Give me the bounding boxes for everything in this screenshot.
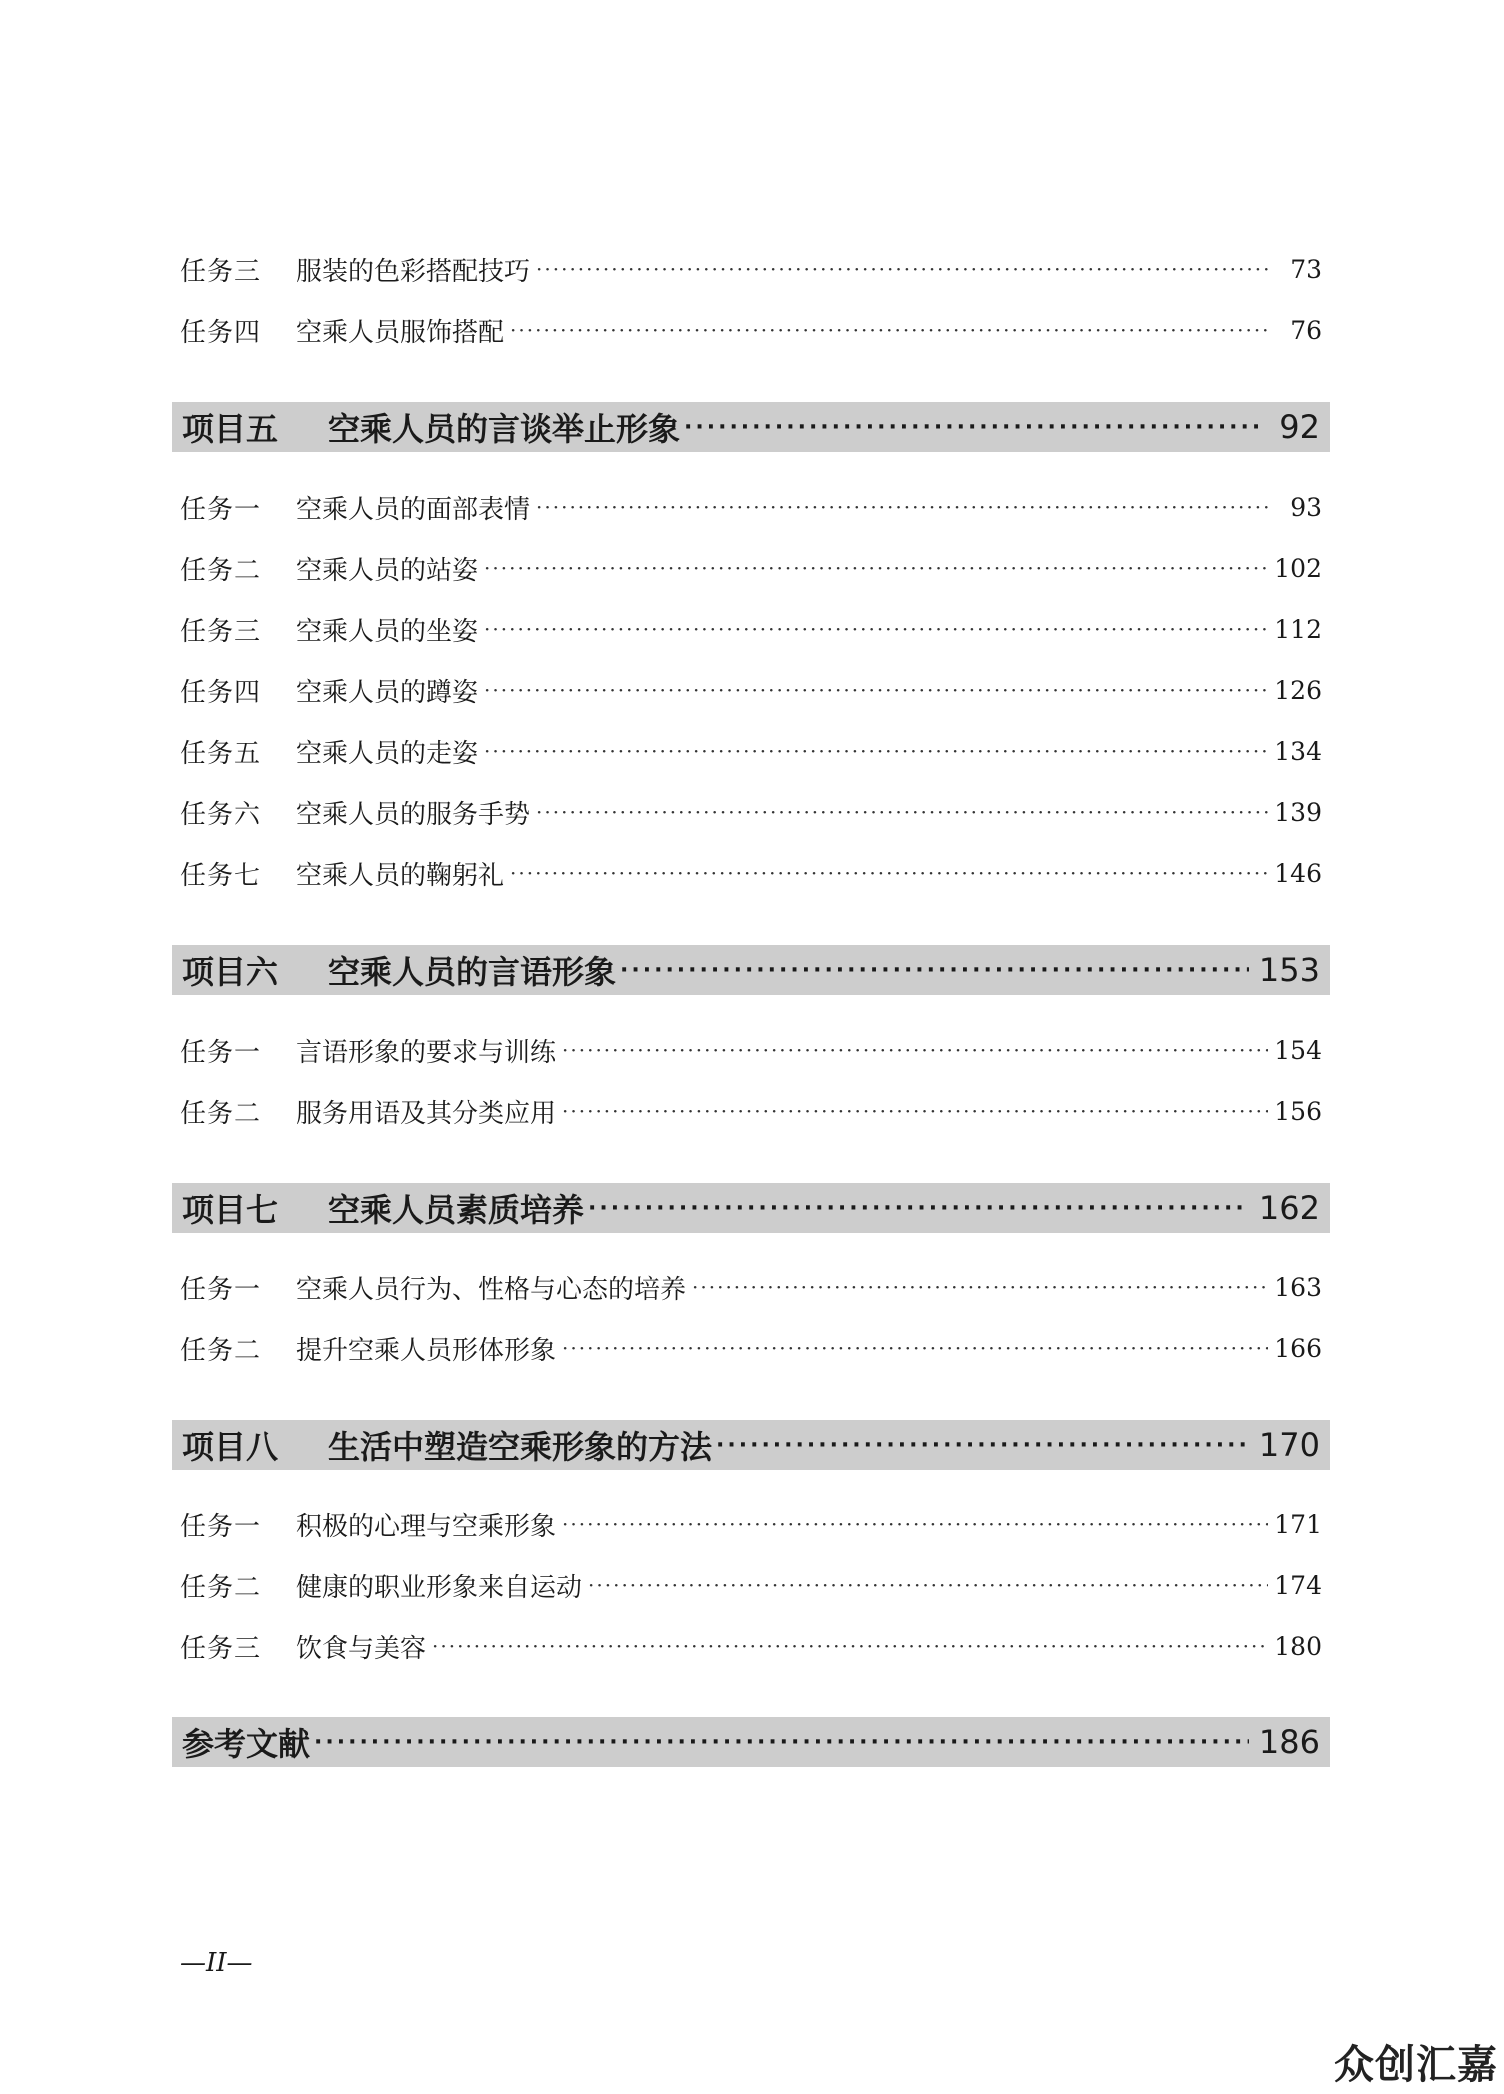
entry-number: 任务二 (180, 1335, 262, 1366)
entry-page: 134 (1274, 736, 1322, 766)
entry-page: 156 (1274, 1096, 1322, 1126)
toc-entry[interactable] (180, 1326, 1322, 1370)
entry-title: 空乘人员的面部表情 (296, 494, 531, 525)
chapter-heading[interactable] (172, 945, 1330, 995)
chapter-number: 项目五 (182, 410, 279, 448)
leader-dots (716, 1433, 1249, 1458)
entry-page: 139 (1274, 797, 1322, 827)
entry-page: 76 (1290, 315, 1322, 345)
entry-number: 任务二 (180, 1098, 262, 1129)
toc-entry[interactable] (180, 790, 1322, 834)
toc-entry[interactable] (180, 607, 1322, 651)
entry-title: 空乘人员的站姿 (296, 555, 479, 586)
toc-entry[interactable] (180, 485, 1322, 529)
chapter-title: 空乘人员的言谈举止形象 (328, 410, 681, 448)
entry-title: 空乘人员的鞠躬礼 (296, 860, 505, 891)
chapter-page: 162 (1258, 1189, 1320, 1227)
entry-title: 空乘人员服饰搭配 (296, 317, 505, 348)
entry-number: 任务三 (180, 256, 262, 287)
leader-dots (484, 556, 1268, 580)
entry-page: 166 (1274, 1333, 1322, 1363)
leader-dots (684, 415, 1260, 440)
entry-number: 任务四 (180, 677, 262, 708)
entry-page: 174 (1274, 1570, 1322, 1600)
entry-title: 空乘人员的走姿 (296, 738, 479, 769)
leader-dots (484, 678, 1268, 702)
entry-page: 163 (1274, 1272, 1322, 1302)
entry-title: 饮食与美容 (296, 1633, 427, 1664)
watermark-logo: 众创汇嘉 (1334, 2042, 1498, 2088)
leader-dots (588, 1196, 1249, 1221)
entry-title: 服装的色彩搭配技巧 (296, 256, 531, 287)
entry-title: 空乘人员的蹲姿 (296, 677, 479, 708)
entry-page: 112 (1274, 614, 1322, 644)
toc-entry[interactable] (180, 308, 1322, 352)
entry-number: 任务一 (180, 494, 262, 525)
leader-dots (432, 1634, 1268, 1658)
leader-dots (562, 1336, 1268, 1360)
entry-title: 积极的心理与空乘形象 (296, 1511, 557, 1542)
leader-dots (562, 1038, 1268, 1062)
entry-number: 任务二 (180, 1572, 262, 1603)
toc-entry[interactable] (180, 729, 1322, 773)
leader-dots (484, 739, 1268, 763)
entry-number: 任务三 (180, 616, 262, 647)
chapter-title: 空乘人员素质培养 (328, 1191, 585, 1229)
leader-dots (536, 495, 1272, 519)
entry-page: 171 (1274, 1509, 1322, 1539)
leader-dots (510, 861, 1268, 885)
chapter-page: 92 (1279, 408, 1320, 446)
leader-dots (484, 617, 1268, 641)
leader-dots (536, 257, 1272, 281)
entry-page: 102 (1274, 553, 1322, 583)
entry-number: 任务七 (180, 860, 262, 891)
entry-page: 180 (1274, 1631, 1322, 1661)
leader-dots (562, 1512, 1268, 1536)
entry-page: 93 (1290, 492, 1322, 522)
entry-page: 146 (1274, 858, 1322, 888)
toc-entry[interactable] (180, 247, 1322, 291)
chapter-page: 186 (1258, 1723, 1320, 1761)
toc-entry[interactable] (180, 546, 1322, 590)
leader-dots (588, 1573, 1268, 1597)
entry-number: 任务三 (180, 1633, 262, 1664)
leader-dots (510, 318, 1272, 342)
entry-title: 空乘人员行为、性格与心态的培养 (296, 1274, 687, 1305)
toc-entry[interactable] (180, 851, 1322, 895)
chapter-title: 空乘人员的言语形象 (328, 953, 617, 991)
entry-number: 任务五 (180, 738, 262, 769)
entry-title: 空乘人员的坐姿 (296, 616, 479, 647)
chapter-heading[interactable] (172, 1183, 1330, 1233)
entry-title: 服务用语及其分类应用 (296, 1098, 557, 1129)
entry-number: 任务四 (180, 317, 262, 348)
chapter-number: 项目七 (182, 1191, 279, 1229)
toc-entry[interactable] (180, 1089, 1322, 1133)
leader-dots (536, 800, 1268, 824)
entry-number: 任务一 (180, 1511, 262, 1542)
toc-entry[interactable] (180, 1502, 1322, 1546)
entry-title: 健康的职业形象来自运动 (296, 1572, 583, 1603)
chapter-page: 170 (1258, 1426, 1320, 1464)
entry-page: 126 (1274, 675, 1322, 705)
entry-page: 73 (1290, 254, 1322, 284)
toc-entry[interactable] (180, 1624, 1322, 1668)
leader-dots (692, 1275, 1268, 1299)
leader-dots (620, 958, 1249, 983)
leader-dots (314, 1730, 1249, 1755)
leader-dots (562, 1099, 1268, 1123)
page-folio: —II— (180, 1948, 253, 1978)
chapter-title: 生活中塑造空乘形象的方法 (328, 1428, 713, 1466)
chapter-heading[interactable] (172, 1717, 1330, 1767)
chapter-title: 参考文献 (182, 1725, 311, 1763)
entry-page: 154 (1274, 1035, 1322, 1065)
toc-entry[interactable] (180, 1265, 1322, 1309)
chapter-number: 项目六 (182, 953, 279, 991)
entry-number: 任务一 (180, 1274, 262, 1305)
toc-entry[interactable] (180, 1028, 1322, 1072)
entry-title: 提升空乘人员形体形象 (296, 1335, 557, 1366)
chapter-heading[interactable] (172, 1420, 1330, 1470)
chapter-heading[interactable] (172, 402, 1330, 452)
chapter-page: 153 (1258, 951, 1320, 989)
entry-number: 任务一 (180, 1037, 262, 1068)
entry-title: 空乘人员的服务手势 (296, 799, 531, 830)
entry-number: 任务二 (180, 555, 262, 586)
entry-number: 任务六 (180, 799, 262, 830)
toc-entry[interactable] (180, 668, 1322, 712)
toc-entry[interactable] (180, 1563, 1322, 1607)
chapter-number: 项目八 (182, 1428, 279, 1466)
entry-title: 言语形象的要求与训练 (296, 1037, 557, 1068)
